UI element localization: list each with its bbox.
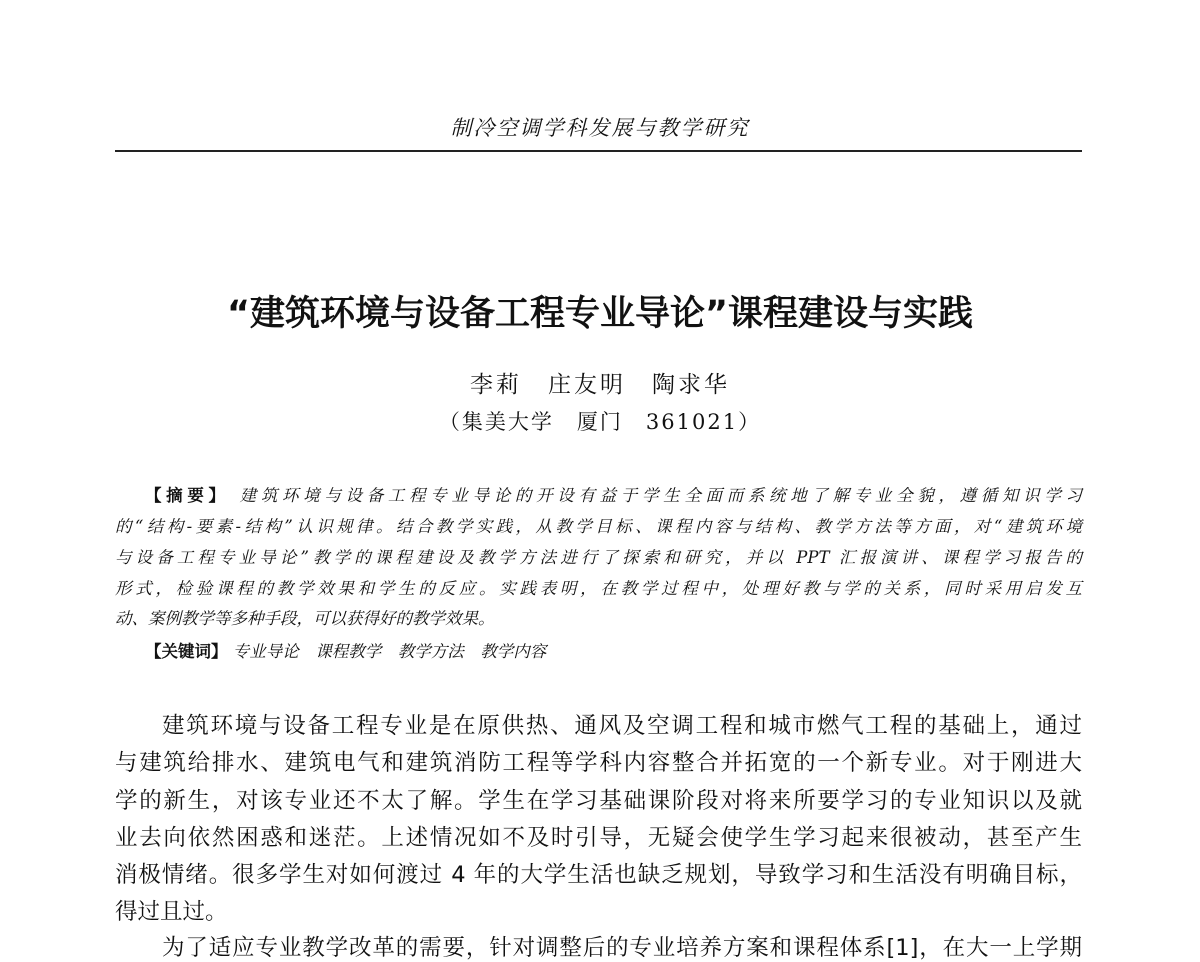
body-line: 学的新生，对该专业还不太了解。学生在学习基础课阶段对将来所要学习的专业知识以及就 (115, 788, 1082, 814)
body-line: 得过且过。 (115, 899, 228, 925)
keywords-label: 【关键词】 (145, 642, 228, 661)
paper-title: “建筑环境与设备工程专业导论”课程建设与实践 (226, 294, 973, 334)
body-line: 为了适应专业教学改革的需要，针对调整后的专业培养方案和课程体系[1]，在大一上学期 (162, 935, 1082, 961)
abstract-label: 【摘要】 (145, 486, 230, 505)
body-line: 业去向依然困惑和迷茫。上述情况如不及时引导，无疑会使学生学习起来很被动，甚至产生 (115, 825, 1082, 851)
authors: 李莉 庄友明 陶求华 (470, 372, 730, 398)
abstract-line: 的“结构-要素-结构”认识规律。结合教学实践，从教学目标、课程内容与结构、教学方法等方面，对“建筑环境 (115, 517, 1082, 536)
abstract-text: 建筑环境与设备工程专业导论的开设有益于学生全面而系统地了解专业全貌，遵循知识学习 (239, 486, 1083, 505)
keywords (115, 638, 1082, 662)
affiliation: （集美大学 厦门 361021） (438, 410, 762, 434)
body-line: 建筑环境与设备工程专业是在原供热、通风及空调工程和城市燃气工程的基础上，通过 (162, 713, 1082, 739)
abstract-line: 形式，检验课程的教学效果和学生的反应。实践表明，在教学过程中，处理好教与学的关系，同时采用启发互 (115, 579, 1082, 598)
abstract-line: 动、案例教学等多种手段，可以获得好的教学效果。 (115, 609, 495, 628)
abstract-line: 与设备工程专业导论”教学的课程建设及教学方法进行了探索和研究，并以 PPT 汇报演讲、课程学习报告的 (115, 548, 1082, 567)
keywords-text: 专业导论 课程教学 教学方法 教学内容 (232, 642, 547, 661)
body-line: 消极情绪。很多学生对如何渡过 4 年的大学生活也缺乏规划，导致学习和生活没有明确目标， (115, 862, 1082, 888)
running-header: 制冷空调学科发展与教学研究 (450, 116, 750, 140)
header-rule (115, 150, 1082, 152)
abstract-line (115, 482, 1082, 506)
body-line: 与建筑给排水、建筑电气和建筑消防工程等学科内容整合并拓宽的一个新专业。对于刚进大 (115, 750, 1082, 776)
